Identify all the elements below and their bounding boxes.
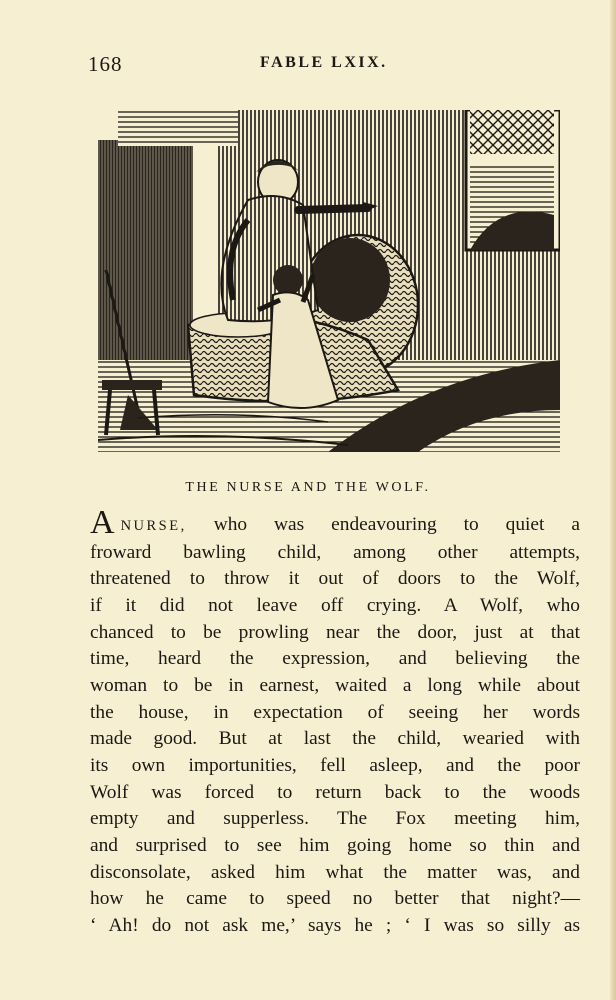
text-line: threatened to throw it out of doors to the Wolf, <box>90 568 580 590</box>
text-line: and surprised to see him going home so thin and <box>90 834 580 856</box>
text-line: time, heard the expression, and believing the <box>90 648 580 670</box>
text-line: its own importunities, fell asleep, and the poor <box>90 754 580 776</box>
page-header <box>88 52 528 82</box>
line-text: who was endeavouring to quiet a <box>213 514 580 535</box>
first-word: NURSE, <box>120 518 187 534</box>
page-edge <box>610 0 616 1000</box>
text-line <box>90 504 580 541</box>
text-line: the house, in expectation of seeing her words <box>90 701 580 723</box>
woodcut-illustration <box>98 110 560 452</box>
text-line: ‘ Ah! do not ask me,’ says he ; ‘ I was so silly as <box>90 914 580 936</box>
text-line: made good. But at last the child, wearied with <box>90 728 580 750</box>
text-line: woman to be in earnest, waited a long while about <box>90 674 580 696</box>
text-line: chanced to be prowling near the door, just at that <box>90 621 580 643</box>
text-line: if it did not leave off crying. A Wolf, who <box>90 594 580 616</box>
fable-text <box>90 504 580 940</box>
text-line: disconsolate, asked him what the matter was, and <box>90 861 580 883</box>
text-line: Wolf was forced to return back to the woods <box>90 781 580 803</box>
page-number: 168 <box>88 52 123 76</box>
drop-cap: A <box>90 504 115 541</box>
illustration-caption: THE NURSE AND THE WOLF. <box>185 480 431 495</box>
text-line: empty and supperless. The Fox meeting him, <box>90 808 580 830</box>
text-line: froward bawling child, among other attempts, <box>90 541 580 563</box>
text-line: how he came to speed no better that night?— <box>90 888 580 910</box>
running-head: FABLE LXIX. <box>260 54 388 71</box>
